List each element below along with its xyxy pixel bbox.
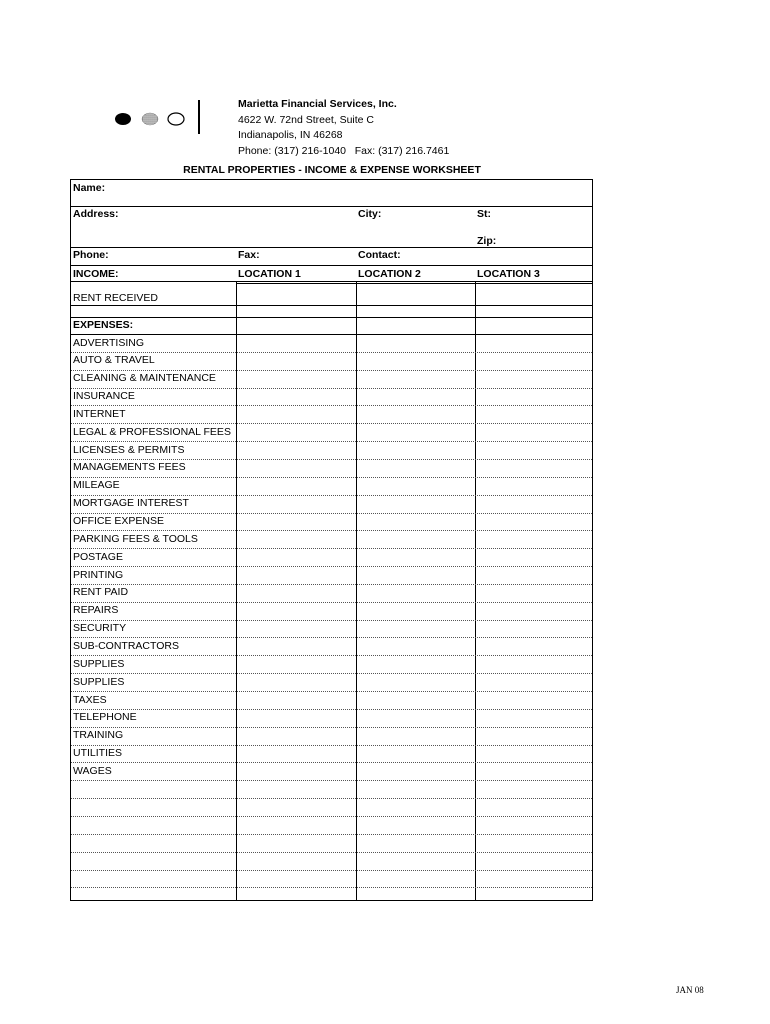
header-divider — [71, 281, 592, 282]
company-info — [238, 97, 449, 159]
row-divider — [71, 566, 592, 567]
row-divider — [71, 405, 592, 406]
header-underline — [236, 283, 592, 284]
expense-row-label: MANAGEMENTS FEES — [73, 461, 186, 474]
expenses-header: EXPENSES: — [73, 319, 134, 331]
company-name: Marietta Financial Services, Inc. — [238, 98, 397, 110]
expense-row-label: POSTAGE — [73, 550, 123, 563]
expense-row-label: MILEAGE — [73, 479, 120, 492]
state-label: St: — [477, 208, 491, 220]
expense-row-label: TELEPHONE — [73, 711, 137, 724]
row-divider — [71, 798, 592, 799]
row-divider — [71, 620, 592, 621]
expense-row-label: LICENSES & PERMITS — [73, 443, 185, 456]
row-divider — [71, 477, 592, 478]
city-label: City: — [358, 208, 382, 220]
divider — [71, 265, 592, 266]
location-1-header: LOCATION 1 — [238, 268, 301, 280]
logo-black-oval — [115, 113, 131, 125]
expense-row-label: PRINTING — [73, 568, 124, 581]
income-header: INCOME: — [73, 268, 119, 280]
expense-row-label: MORTGAGE INTEREST — [73, 497, 189, 510]
company-address-line2: Indianapolis, IN 46268 — [238, 129, 343, 141]
row-divider — [71, 602, 592, 603]
row-divider — [71, 727, 592, 728]
expense-row-label: UTILITIES — [73, 747, 123, 760]
expense-row-label: ADVERTISING — [73, 336, 144, 349]
location-3-header: LOCATION 3 — [477, 268, 540, 280]
expense-row-label: SUB-CONTRACTORS — [73, 639, 179, 652]
row-divider — [71, 459, 592, 460]
column-divider — [236, 281, 237, 900]
contact-label: Contact: — [358, 249, 401, 261]
row-divider — [71, 352, 592, 353]
expense-row-label: INSURANCE — [73, 390, 135, 403]
expense-row-label: WAGES — [73, 764, 112, 777]
row-divider — [71, 852, 592, 853]
expense-row-label: CLEANING & MAINTENANCE — [73, 372, 216, 385]
row-divider — [71, 334, 592, 335]
income-row-label: RENT RECEIVED — [73, 292, 158, 304]
expense-row-label: PARKING FEES & TOOLS — [73, 532, 198, 545]
expense-row-label: REPAIRS — [73, 604, 119, 617]
row-divider — [71, 388, 592, 389]
row-divider — [71, 548, 592, 549]
expense-row-label: OFFICE EXPENSE — [73, 515, 165, 527]
row-divider — [71, 584, 592, 585]
divider — [71, 247, 592, 248]
location-2-header: LOCATION 2 — [358, 268, 421, 280]
company-logo — [112, 98, 206, 136]
row-divider — [71, 495, 592, 496]
zip-label: Zip: — [477, 235, 497, 247]
revision-date: JAN 08 — [676, 985, 704, 995]
row-divider — [71, 305, 592, 306]
name-label: Name: — [73, 182, 106, 194]
row-divider — [71, 513, 592, 514]
row-divider — [71, 530, 592, 531]
row-divider — [71, 423, 592, 424]
expense-row-label: SECURITY — [73, 622, 127, 635]
row-divider — [71, 834, 592, 835]
row-divider — [71, 637, 592, 638]
worksheet-title: RENTAL PROPERTIES - INCOME & EXPENSE WORKSHEET — [183, 164, 481, 176]
column-divider — [356, 281, 357, 900]
expense-row-label: LEGAL & PROFESSIONAL FEES — [73, 425, 231, 438]
row-divider — [71, 709, 592, 710]
expense-row-label: TRAINING — [73, 729, 124, 742]
logo-gray-oval — [142, 113, 158, 125]
row-divider — [71, 762, 592, 763]
company-address-line1: 4622 W. 72nd Street, Suite C — [238, 113, 374, 126]
expense-row-label: RENT PAID — [73, 586, 129, 599]
company-phone-fax: Phone: (317) 216-1040 Fax: (317) 216.7461 — [238, 144, 450, 157]
expense-row-label: AUTO & TRAVEL — [73, 354, 155, 367]
row-divider — [71, 673, 592, 674]
row-divider — [71, 816, 592, 817]
expense-row-label: INTERNET — [73, 407, 126, 420]
expense-row-label: TAXES — [73, 693, 107, 706]
worksheet-form — [70, 179, 593, 901]
row-divider — [71, 691, 592, 692]
expense-row-label: SUPPLIES — [73, 657, 125, 670]
address-label: Address: — [73, 208, 119, 220]
row-divider — [71, 317, 592, 318]
logo-white-oval — [168, 113, 184, 125]
row-divider — [71, 780, 592, 781]
expense-row-label: SUPPLIES — [73, 675, 125, 688]
row-divider — [71, 655, 592, 656]
phone-label: Phone: — [73, 249, 109, 261]
column-divider — [475, 281, 476, 900]
row-divider — [71, 745, 592, 746]
row-divider — [71, 870, 592, 871]
row-divider — [71, 887, 592, 888]
row-divider — [71, 370, 592, 371]
row-divider — [71, 441, 592, 442]
divider — [71, 206, 592, 207]
fax-label: Fax: — [238, 249, 260, 261]
